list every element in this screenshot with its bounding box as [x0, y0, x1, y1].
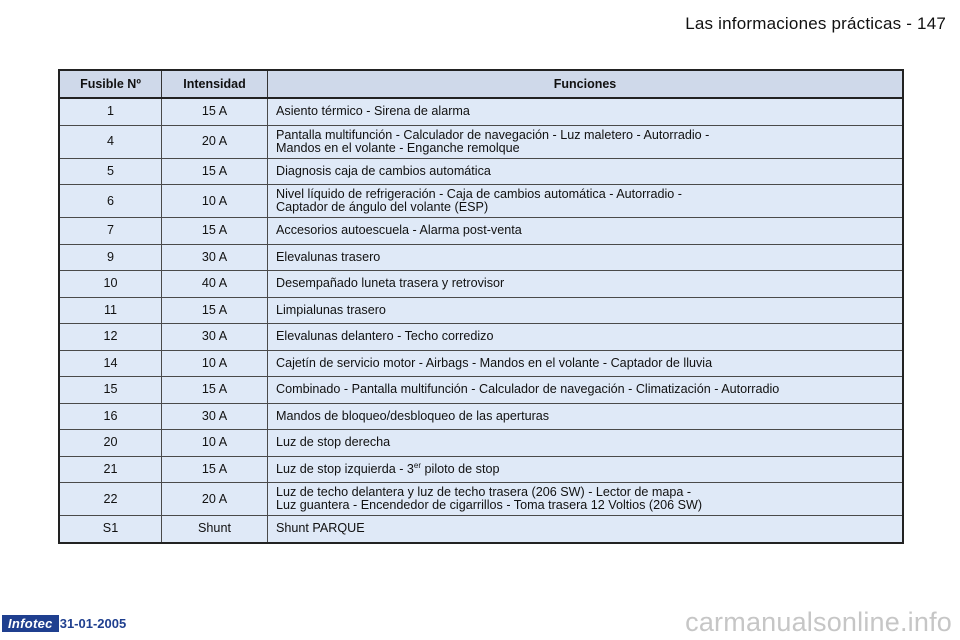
fuse-number-cell: 12	[59, 324, 162, 351]
table-row	[59, 297, 903, 324]
table-row	[59, 516, 903, 543]
functions-cell	[268, 185, 904, 218]
fuse-number-cell: 6	[59, 185, 162, 218]
table-row	[59, 456, 903, 483]
function-line: Cajetín de servicio motor - Airbags - Mandos en el volante - Captador de lluvia	[276, 355, 713, 370]
column-header-intensity: Intensidad	[162, 70, 268, 98]
intensity-cell: 30 A	[162, 324, 268, 351]
table-row	[59, 483, 903, 516]
function-line: Luz guantera - Encendedor de cigarrillos - Toma trasera 12 Voltios (206 SW)	[276, 498, 703, 512]
table-row	[59, 218, 903, 245]
table-row	[59, 430, 903, 457]
function-line: Captador de ángulo del volante (ESP)	[276, 200, 489, 214]
function-line: Desempañado luneta trasera y retrovisor	[276, 276, 505, 291]
functions-cell	[268, 158, 904, 185]
intensity-cell: 15 A	[162, 98, 268, 125]
function-line: Luz de stop derecha	[276, 435, 391, 450]
functions-cell	[268, 483, 904, 516]
intensity-cell: Shunt	[162, 516, 268, 543]
table-row	[59, 377, 903, 404]
intensity-cell: 10 A	[162, 430, 268, 457]
page-title: Las informaciones prácticas - 147	[685, 14, 946, 33]
fuse-number-cell: 5	[59, 158, 162, 185]
fuse-number-cell: 21	[59, 456, 162, 483]
function-line: Diagnosis caja de cambios automática	[276, 163, 491, 178]
function-line: Mandos en el volante - Enganche remolque	[276, 140, 520, 155]
table-row	[59, 350, 903, 377]
table-row	[59, 271, 903, 298]
fuse-number-cell: 1	[59, 98, 162, 125]
function-line: Asiento térmico - Sirena de alarma	[276, 104, 470, 119]
intensity-cell: 10 A	[162, 185, 268, 218]
function-line: Combinado - Pantalla multifunción - Calculador de navegación - Climatización - Autorradio	[276, 382, 780, 397]
fuse-number-cell: 7	[59, 218, 162, 245]
table-header-row	[59, 70, 903, 98]
footer-date: 31-01-2005	[59, 616, 127, 631]
function-line: Elevalunas trasero	[276, 249, 381, 264]
table-body	[59, 98, 903, 543]
table-row	[59, 125, 903, 158]
intensity-cell: 20 A	[162, 483, 268, 516]
fuse-number-cell: 9	[59, 244, 162, 271]
fuse-number-cell: 14	[59, 350, 162, 377]
footer	[0, 615, 126, 632]
column-header-fuse-number: Fusible Nº	[59, 70, 162, 98]
functions-cell	[268, 244, 904, 271]
fuse-number-cell: S1	[59, 516, 162, 543]
functions-cell	[268, 403, 904, 430]
functions-cell	[268, 271, 904, 298]
function-line: Shunt PARQUE	[276, 521, 365, 536]
function-line: Accesorios autoescuela - Alarma post-venta	[276, 223, 522, 238]
intensity-cell: 30 A	[162, 403, 268, 430]
intensity-cell: 15 A	[162, 158, 268, 185]
functions-cell	[268, 297, 904, 324]
fuse-table	[58, 69, 904, 544]
intensity-cell: 30 A	[162, 244, 268, 271]
table-row	[59, 98, 903, 125]
functions-cell	[268, 324, 904, 351]
table-row	[59, 185, 903, 218]
intensity-cell: 15 A	[162, 377, 268, 404]
function-line: Nivel líquido de refrigeración - Caja de cambios automática - Autorradio -	[276, 187, 682, 201]
functions-cell	[268, 516, 904, 543]
functions-cell	[268, 218, 904, 245]
function-text: Luz de stop izquierda - 3	[276, 461, 414, 476]
fuse-number-cell: 22	[59, 483, 162, 516]
intensity-cell: 15 A	[162, 297, 268, 324]
functions-cell	[268, 430, 904, 457]
functions-cell	[268, 377, 904, 404]
intensity-cell: 15 A	[162, 218, 268, 245]
functions-cell	[268, 350, 904, 377]
ordinal-superscript: er	[413, 460, 422, 470]
functions-cell	[268, 125, 904, 158]
intensity-cell: 15 A	[162, 456, 268, 483]
fuse-number-cell: 16	[59, 403, 162, 430]
function-line: Pantalla multifunción - Calculador de navegación - Luz maletero - Autorradio -	[276, 127, 710, 142]
fuse-number-cell: 10	[59, 271, 162, 298]
function-line: Elevalunas delantero - Techo corredizo	[276, 329, 494, 344]
intensity-cell: 20 A	[162, 125, 268, 158]
fuse-number-cell: 4	[59, 125, 162, 158]
column-header-functions: Funciones	[268, 70, 904, 98]
function-line: Mandos de bloqueo/desbloqueo de las aperturas	[276, 408, 550, 423]
intensity-cell: 10 A	[162, 350, 268, 377]
function-text: piloto de stop	[421, 461, 500, 476]
watermark: carmanualsonline.info	[685, 607, 952, 637]
infotec-logo: Infotec	[2, 615, 59, 632]
table-row	[59, 158, 903, 185]
table-row	[59, 324, 903, 351]
intensity-cell: 40 A	[162, 271, 268, 298]
fuse-number-cell: 11	[59, 297, 162, 324]
table-row	[59, 403, 903, 430]
fuse-number-cell: 20	[59, 430, 162, 457]
table-row	[59, 244, 903, 271]
fuse-number-cell: 15	[59, 377, 162, 404]
function-line: Luz de techo delantera y luz de techo trasera (206 SW) - Lector de mapa -	[276, 485, 692, 499]
function-line: Limpialunas trasero	[276, 302, 386, 317]
functions-cell	[268, 456, 904, 483]
functions-cell	[268, 98, 904, 125]
